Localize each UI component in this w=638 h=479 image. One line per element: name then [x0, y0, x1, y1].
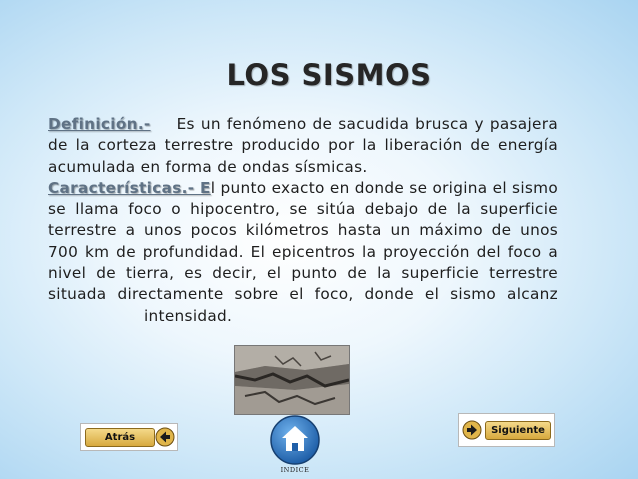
definicion-paragraph [48, 114, 558, 178]
next-button-label: Siguiente [485, 421, 551, 440]
slide-title: LOS SISMOS [226, 58, 432, 92]
caracteristicas-text: l punto exacto en donde se origina el sismo se llama foco o hipocentro, se sitúa debajo de la superficie terrestre a unos pocos kilómetros hasta un máximo de unos 700 km de profundidad. El epicentros la proyección del foco a nivel de tierra, es decir, el punto de la superficie terrestre situada directamente sobre el foco, donde el sismo alcanz [48, 178, 558, 304]
right-arrow-icon [462, 420, 482, 444]
back-button[interactable] [80, 423, 178, 451]
caracteristicas-term: Características.- E [48, 178, 211, 197]
index-button-label: INDICE [280, 466, 310, 474]
definicion-text: Es un fenómeno de sacudida brusca y pasajera de la corteza terrestre producido por la liberación de energía acumulada en forma de ondas sísmicas. [48, 115, 558, 176]
next-button[interactable] [458, 413, 555, 447]
back-button-label: Atrás [85, 428, 155, 447]
caracteristicas-paragraph [48, 178, 558, 327]
index-button[interactable] [268, 414, 322, 476]
earthquake-photo [234, 345, 350, 415]
definicion-term: Definición.- [48, 115, 151, 133]
caracteristicas-tail: intensidad. [144, 306, 233, 325]
slide-body [48, 114, 558, 327]
left-arrow-icon [155, 427, 175, 451]
